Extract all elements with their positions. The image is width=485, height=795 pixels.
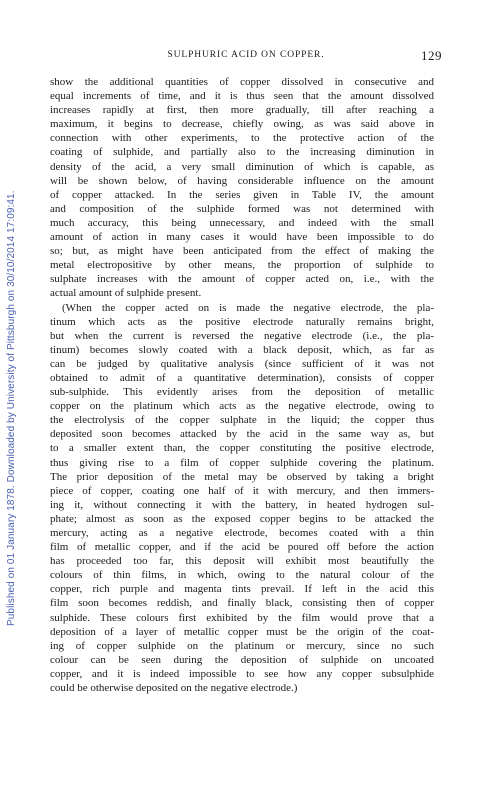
body-text [50, 75, 434, 695]
text-line: obtained to admit of a quantitative determination), consists of copper [50, 371, 434, 384]
text-line: colours of thin films, in which, owing to the natural colour of the [50, 569, 434, 582]
text-line: ing it, without connecting it with the battery, in heated hydrogen sul- [50, 498, 434, 511]
text-line: copper, and it is indeed impossible to see how any copper subsulphide [50, 667, 434, 680]
text-line: to a smaller extent than, the copper constituting the positive electrode, [50, 442, 434, 455]
text-line: sulphate increases with the amount of copper acted on, i.e., with the [50, 273, 434, 286]
text-line: tinum which acts as the positive electrode naturally remains bright, [50, 315, 434, 328]
download-watermark-text: Published on 01 January 1878. Downloaded by University of Pittsburgh on 30/10/2014 17:09:41. [6, 190, 17, 626]
text-line: and composition of the sulphide formed was not determined with [50, 202, 434, 215]
text-line: metal electropositive by other means, the proportion of sulphide to [50, 259, 434, 272]
text-line: increases rapidly at first, then more gradually, till after reaching a [50, 104, 434, 117]
text-line: has proceeded too far, this deposit will exhibit most beautifully the [50, 555, 434, 568]
text-line: coating of sulphide, and partially also to the increasing diminution in [50, 146, 434, 159]
text-line: (When the copper acted on is made the negative electrode, the pla- [62, 301, 434, 314]
running-head [50, 48, 442, 66]
running-title: SULPHURIC ACID ON COPPER. [167, 50, 325, 60]
text-line: sulphide. These colours first exhibited by the film would prove that a [50, 611, 434, 624]
paragraph [50, 75, 434, 301]
paragraph [50, 301, 434, 696]
text-line: amount of action in many cases it would have been impossible to do [50, 231, 434, 244]
text-line: equal increments of time, and it is thus seen that the amount dissolved [50, 90, 434, 103]
text-line: film of metallic copper, and if the acid be poured off before the action [50, 541, 434, 554]
text-line: piece of copper, coating one half of it with mercury, and then immers- [50, 484, 434, 497]
text-line: thus giving rise to a film of copper sulphide covering the platinum. [50, 456, 434, 469]
text-line: tinum) becomes slowly coated with a black deposit, which, as far as [50, 343, 434, 356]
text-line: could be otherwise deposited on the negative electrode.) [50, 682, 298, 695]
text-line: copper, rich purple and magenta tints prevail. If left in the acid this [50, 583, 434, 596]
text-line: will be shown below, of having considerable influence on the amount [50, 174, 434, 187]
page-number: 129 [421, 48, 442, 63]
text-line: deposition of a layer of metallic copper must be the origin of the coat- [50, 625, 434, 638]
download-watermark [4, 70, 20, 630]
text-line: ing of copper sulphide on the platinum or mercury, since no such [50, 639, 434, 652]
text-line: colour can be seen during the deposition of sulphide on uncoated [50, 653, 434, 666]
text-line: copper on the platinum which acts as the negative electrode, owing to [50, 400, 434, 413]
text-line: deposited soon becomes attacked by the acid in the same way as, but [50, 428, 434, 441]
text-line: maximum, it begins to decrease, chiefly owing, as was said above in [50, 118, 434, 131]
text-line: can be judged by qualitative analysis (since sufficient of it was not [50, 357, 434, 370]
text-line: actual amount of sulphide present. [50, 287, 202, 300]
text-line: much accuracy, this being unnecessary, and indeed with the small [50, 216, 434, 229]
text-line: mercury, acting as a negative electrode, becomes coated with a thin [50, 527, 434, 539]
text-line: film soon becomes reddish, and finally black, consisting then of copper [50, 597, 434, 610]
text-line: but when the current is reversed the negative electrode (i.e., the pla- [50, 329, 434, 342]
text-line: density of the acid, a very small diminution of which is capable, as [50, 160, 434, 173]
text-line: so; but, as might have been anticipated from the effect of making the [50, 245, 434, 258]
paragraphs [50, 75, 434, 695]
text-line: sub-sulphide. This evidently arises from the deposition of metallic [50, 386, 434, 399]
text-line: phate; almost as soon as the exposed copper begins to be attacked the [50, 512, 434, 525]
text-line: the electrolysis of the copper sulphate in the liquid; the copper thus [50, 414, 434, 427]
text-line: show the additional quantities of copper dissolved in consecutive and [50, 76, 434, 88]
text-line: connection with other experiments, to the protective action of the [50, 132, 434, 145]
text-line: The prior deposition of the metal may be observed by taking a bright [50, 470, 434, 483]
text-line: of copper attacked. In the series given in Table IV, the amount [50, 188, 434, 201]
